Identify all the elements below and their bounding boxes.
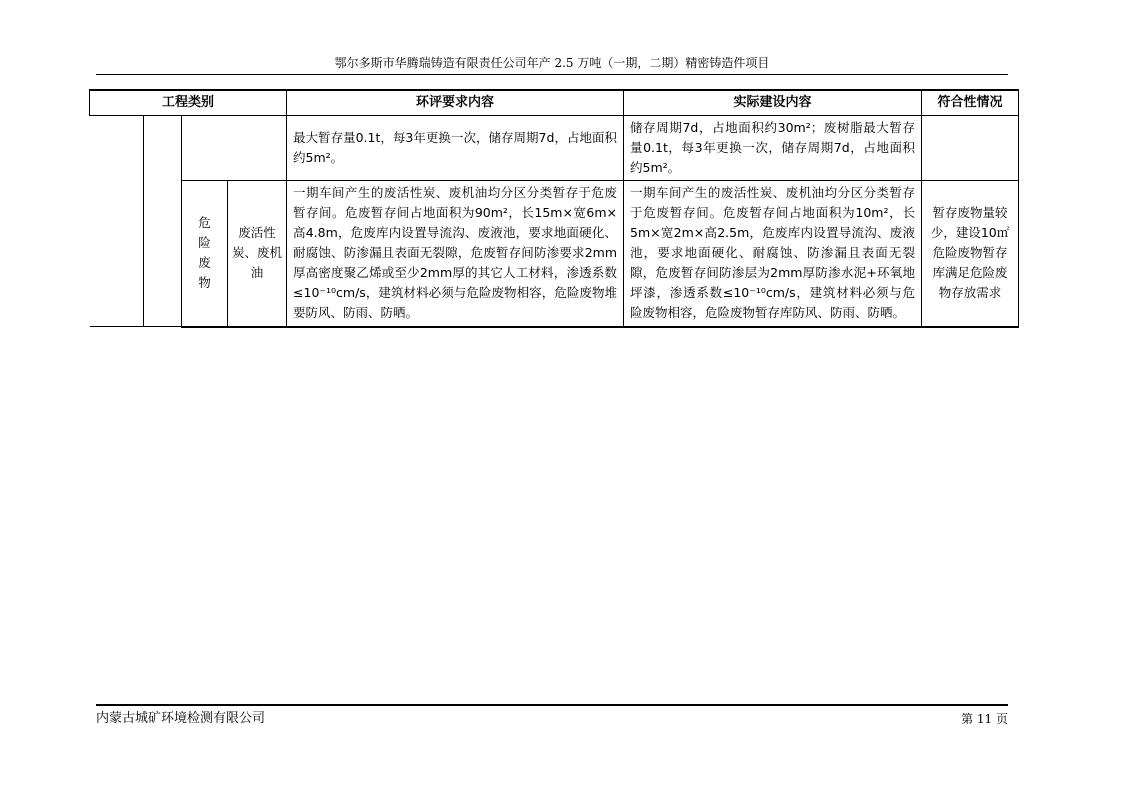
- header-divider: [96, 74, 1008, 75]
- actual-construction-cell: 一期车间产生的废活性炭、废机油均分区分类暂存于危废暂存间。危废暂存间占地面积为10m²，长5m×宽2m×高2.5m，危废库内设置导流沟、废液池，要求地面硬化、耐腐蚀、防渗漏且表面无裂隙，危废暂存间防渗层为2mm厚防渗水泥+环氧地坪漆，渗透系数≤10⁻¹⁰cm/s，建筑材料必须与危险废物相容，危险废物暂存库防风、防雨、防晒。: [624, 181, 922, 327]
- actual-construction-cell: 储存周期7d，占地面积约30m²；废树脂最大暂存量0.1t，每3年更换一次，储存周期7d，占地面积约5m²。: [624, 116, 922, 181]
- table-header-row: [90, 90, 1019, 116]
- col-header-actual-construction: 实际建设内容: [624, 90, 922, 116]
- footer-divider: [96, 704, 1008, 706]
- col-header-eia-requirement: 环评要求内容: [287, 90, 624, 116]
- document-header-title: 鄂尔多斯市华腾瑞铸造有限责任公司年产 2.5 万吨（一期，二期）精密铸造件项目: [334, 56, 770, 70]
- category-cell-level1: [90, 116, 144, 327]
- compliance-cell: [922, 116, 1019, 181]
- table-row: [90, 181, 1019, 327]
- hazardous-waste-label: [182, 181, 228, 327]
- table-row: [90, 116, 1019, 181]
- col-header-compliance: 符合性情况: [922, 90, 1019, 116]
- hazardous-waste-char: 物: [198, 275, 211, 291]
- category-cell-level2: [144, 116, 182, 327]
- waste-item-cell: 废活性炭、废机油: [228, 181, 287, 327]
- hazardous-waste-char: 危: [198, 215, 211, 231]
- footer-company-name: 内蒙古城矿环境检测有限公司: [96, 711, 266, 726]
- footer-page-number: 第 11 页: [961, 712, 1008, 726]
- category-cell-level3: [182, 116, 287, 181]
- compliance-cell: 暂存废物量较少，建设10㎡危险废物暂存库满足危险废物存放需求: [922, 181, 1019, 327]
- eia-requirement-cell: 一期车间产生的废活性炭、废机油均分区分类暂存于危废暂存间。危废暂存间占地面积为90m²，长15m×宽6m×高4.8m，危废库内设置导流沟、废液池，要求地面硬化、耐腐蚀、防渗漏且表面无裂隙，危废暂存间防渗要求2mm厚高密度聚乙烯或至少2mm厚的其它人工材料，渗透系数≤10⁻¹⁰cm/s，建筑材料必须与危险废物相容，危险废物堆要防风、防雨、防晒。: [287, 181, 624, 327]
- col-header-category: 工程类别: [90, 90, 287, 116]
- hazardous-waste-char: 废: [198, 255, 211, 271]
- acceptance-comparison-table: [89, 89, 1019, 328]
- eia-requirement-cell: 最大暂存量0.1t，每3年更换一次，储存周期7d，占地面积约5m²。: [287, 116, 624, 181]
- hazardous-waste-char: 险: [198, 235, 211, 251]
